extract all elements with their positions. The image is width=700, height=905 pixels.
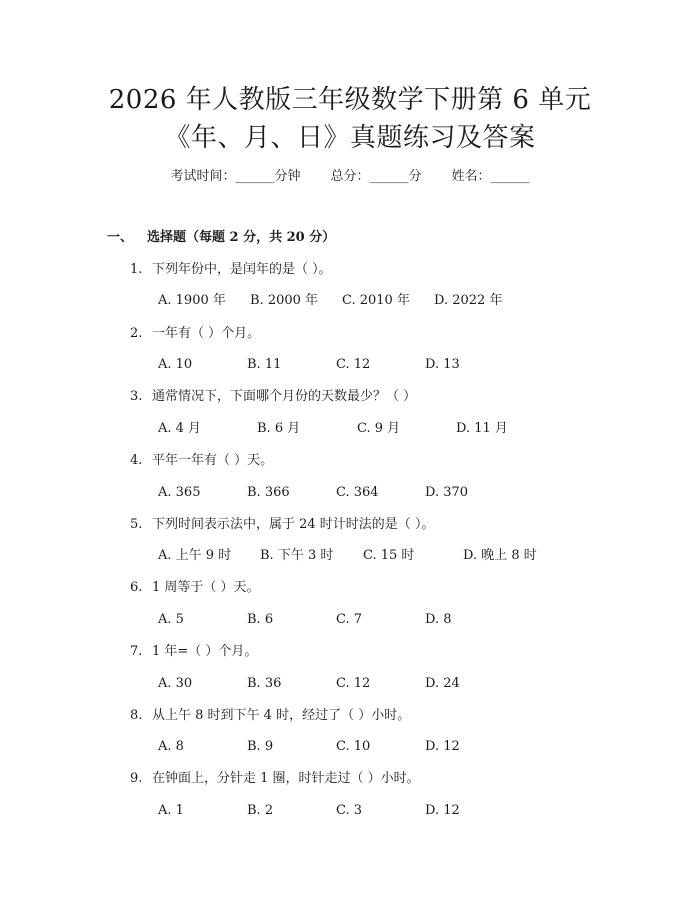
option-a: A. 8 xyxy=(158,739,184,754)
question-7 xyxy=(130,643,257,661)
question-text: 一年有（ ）个月。 xyxy=(152,326,261,341)
option-d: D. 11 月 xyxy=(456,421,508,436)
option-c: C. 9 月 xyxy=(357,421,401,436)
question-number: 3. xyxy=(130,389,143,404)
option-d: D. 12 xyxy=(425,803,460,818)
option-b: B. 366 xyxy=(247,485,290,500)
option-a: A. 1900 年 xyxy=(158,293,226,308)
option-b: B. 2000 年 xyxy=(250,293,319,308)
option-b: B. 6 月 xyxy=(257,421,301,436)
question-text: 在钟面上，分针走 1 圈，时针走过（ ）小时。 xyxy=(152,771,420,786)
total-score-field: 总分：______分 xyxy=(330,169,422,184)
option-c: C. 7 xyxy=(336,612,363,627)
question-text: 1 年=（ ）个月。 xyxy=(152,644,258,659)
question-5 xyxy=(130,516,434,534)
question-number: 1. xyxy=(130,262,143,277)
option-c: C. 10 xyxy=(336,739,371,754)
option-b: B. 下午 3 时 xyxy=(260,548,334,563)
option-a: A. 5 xyxy=(158,612,184,627)
option-a: A. 1 xyxy=(158,803,184,818)
option-d: D. 2022 年 xyxy=(434,293,503,308)
question-text: 1 周等于（ ）天。 xyxy=(152,580,260,595)
option-d: D. 24 xyxy=(425,676,460,691)
option-d: D. 12 xyxy=(425,739,460,754)
section-number: 一、 xyxy=(107,230,134,245)
option-a: A. 365 xyxy=(158,485,201,500)
option-c: C. 12 xyxy=(336,357,371,372)
question-text: 通常情况下，下面哪个月份的天数最少？（ ） xyxy=(152,389,417,404)
question-number: 5. xyxy=(130,517,143,532)
option-a: A. 10 xyxy=(158,357,193,372)
question-text: 下列时间表示法中，属于 24 时计时法的是（ ）。 xyxy=(152,517,435,532)
option-d: D. 晚上 8 时 xyxy=(463,548,537,563)
question-text: 从上午 8 时到下午 4 时，经过了（ ）小时。 xyxy=(152,708,411,723)
exam-info-row xyxy=(0,168,700,186)
question-number: 2. xyxy=(130,326,143,341)
option-b: B. 36 xyxy=(247,676,282,691)
title-line-1: 2026 年人教版三年级数学下册第 6 单元 xyxy=(108,85,592,115)
question-2 xyxy=(130,325,260,343)
option-b: B. 11 xyxy=(247,357,282,372)
option-b: B. 9 xyxy=(247,739,274,754)
option-c: C. 3 xyxy=(336,803,363,818)
option-d: D. 13 xyxy=(425,357,460,372)
option-c: C. 15 时 xyxy=(363,548,415,563)
exam-time-field: 考试时间：______分钟 xyxy=(170,169,301,184)
option-a: A. 30 xyxy=(158,676,193,691)
question-4 xyxy=(130,452,273,470)
option-c: C. 12 xyxy=(336,676,371,691)
question-9 xyxy=(130,770,420,788)
title-line-2: 《年、月、日》真题练习及答案 xyxy=(164,123,536,153)
question-text: 下列年份中，是闰年的是（ ）。 xyxy=(152,262,332,277)
section-heading xyxy=(107,229,335,247)
question-number: 8. xyxy=(130,708,143,723)
option-c: C. 364 xyxy=(336,485,379,500)
option-c: C. 2010 年 xyxy=(342,293,410,308)
option-b: B. 2 xyxy=(247,803,274,818)
student-name-field: 姓名：______ xyxy=(451,169,530,184)
option-a: A. 4 月 xyxy=(158,421,202,436)
question-6 xyxy=(130,579,260,597)
question-number: 4. xyxy=(130,453,143,468)
option-d: D. 8 xyxy=(425,612,452,627)
section-label: 选择题（每题 2 分，共 20 分） xyxy=(147,230,336,245)
option-a: A. 上午 9 时 xyxy=(158,548,232,563)
question-1 xyxy=(130,261,332,279)
option-b: B. 6 xyxy=(247,612,274,627)
question-number: 7. xyxy=(130,644,143,659)
question-8 xyxy=(130,707,410,725)
question-number: 6. xyxy=(130,580,143,595)
question-number: 9. xyxy=(130,771,143,786)
option-d: D. 370 xyxy=(425,485,469,500)
question-3 xyxy=(130,388,416,406)
question-text: 平年一年有（ ）天。 xyxy=(152,453,274,468)
